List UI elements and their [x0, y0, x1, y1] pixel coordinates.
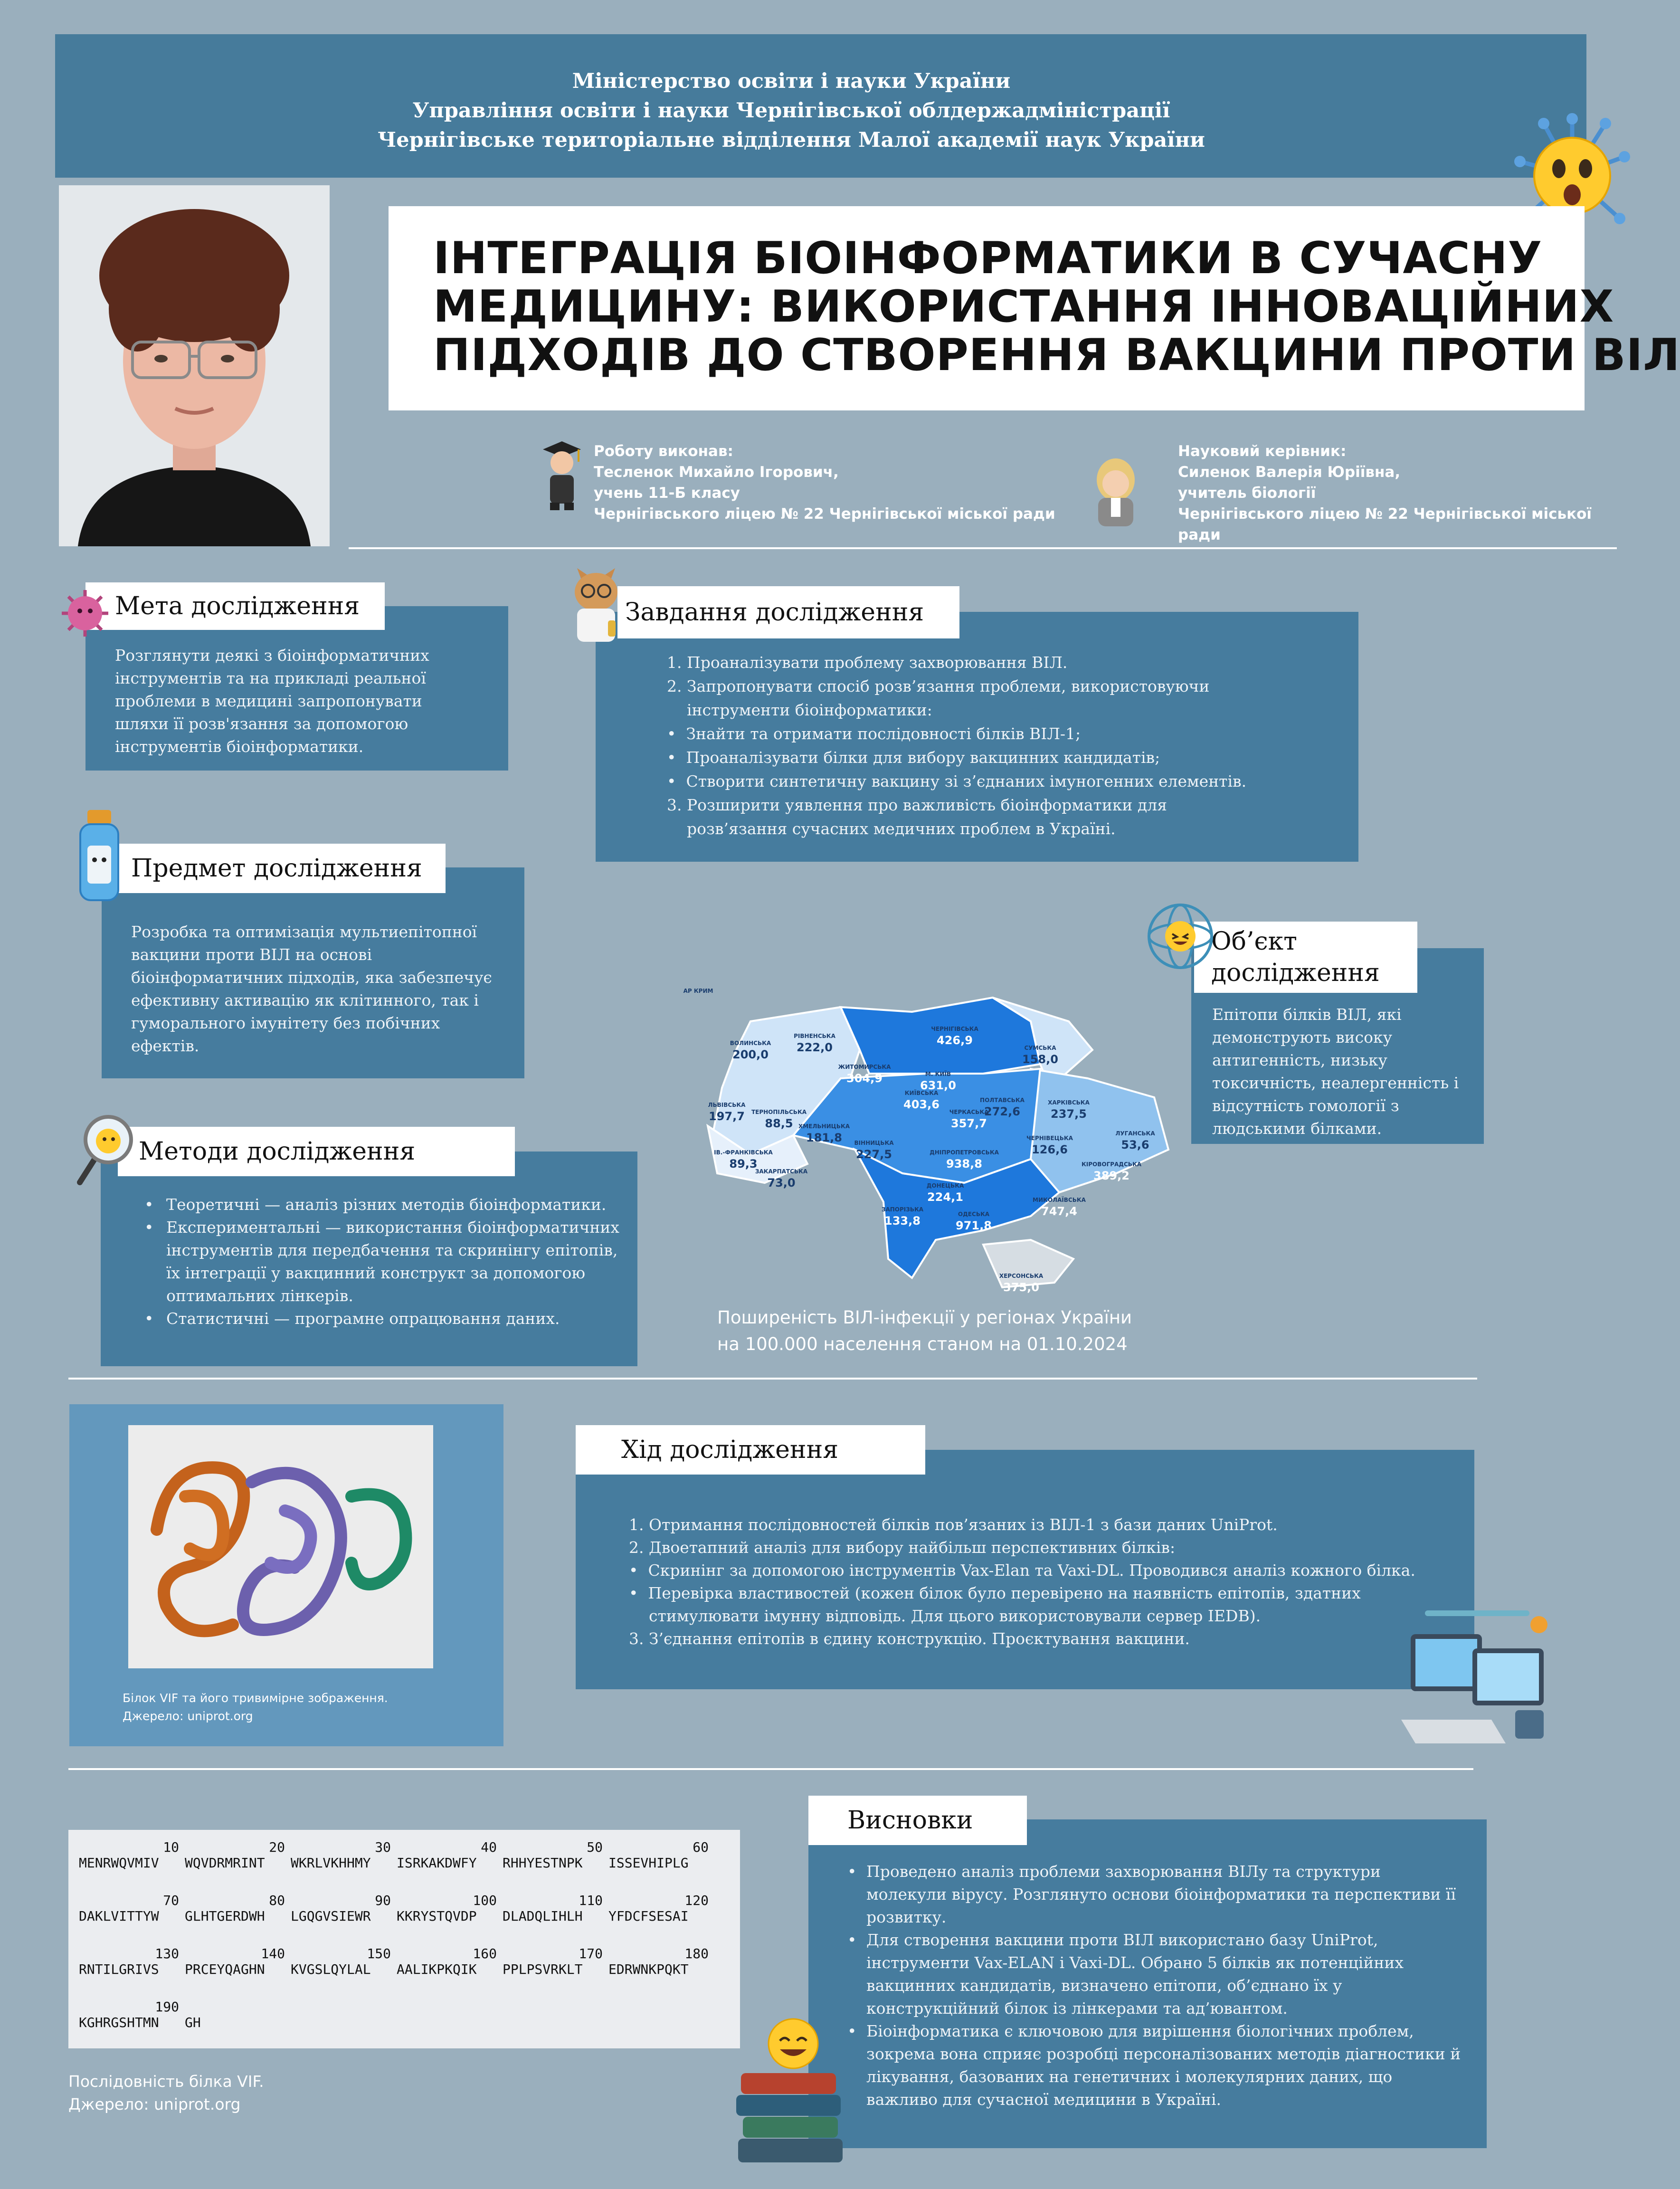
sequence-position [185, 1999, 291, 2015]
author-portrait [59, 185, 330, 546]
supervisor-school: Чернігівського ліцею № 22 Чернігівської міської ради [1178, 505, 1592, 543]
methods-item: • Теоретичні — аналіз різних методів біоінформатики. [144, 1193, 619, 1216]
sequence-group: PRCEYQAGHN [185, 1961, 265, 1977]
sequence-caption-line-2: Джерело: uniprot.org [68, 2095, 241, 2113]
map-region-value: 375,0 [1003, 1281, 1039, 1294]
title-line-2: МЕДИЦИНУ: ВИКОРИСТАННЯ ІННОВАЦІЙНИХ [433, 281, 1614, 332]
sequence-group: MENRWQVMIV [79, 1855, 159, 1871]
conclusions-item-text: Для створення вакцини проти ВІЛ використано базу UniProt, інструменти Vax-ELAN і Vaxi-DL. Обрано 5 білків як потенційних вакцинних кандидатів, визначено епітопи, об’єднано їх у конструкційний білок із лінкерами та ад’ювантом. [866, 1931, 1404, 2018]
title-line-1: ІНТЕГРАЦІЯ БІОІНФОРМАТИКИ В СУЧАСНУ [433, 232, 1543, 284]
map-region-name: КИЇВСЬКА [904, 1090, 939, 1096]
tasks-item: • Знайти та отримати послідовності білків ВІЛ-1; [667, 724, 1081, 743]
map-region-value: 224,1 [927, 1190, 963, 1204]
map-region-name: ЛЬВІВСЬКА [708, 1102, 746, 1108]
map-region-name: РІВНЕНСЬКА [794, 1033, 835, 1039]
map-region-name: ЧЕРКАСЬКА [949, 1109, 989, 1115]
map-region-value: 631,0 [920, 1079, 956, 1092]
supervisor-role: учитель біології [1178, 485, 1316, 502]
map-region-name: ХМЕЛЬНИЦЬКА [798, 1123, 850, 1130]
object-heading-line-2: дослідження [1211, 959, 1380, 987]
sequence-group: LGQGVSIEWR [291, 1908, 371, 1924]
sequence-position: 40 [481, 1839, 497, 1855]
map-region-name: М. КИЇВ [925, 1071, 951, 1077]
sequence-group: GH [185, 2015, 201, 2030]
object-heading [1194, 922, 1417, 993]
map-region-name: ОДЕСЬКА [958, 1211, 990, 1218]
tasks-item: 3. Розширити уявлення про важливість біоінформатики для [667, 796, 1167, 814]
map-region-name: ЗАПОРІЗЬКА [881, 1206, 924, 1213]
conclusions-item-text: Проведено аналіз проблеми захворювання ВІЛу та структури молекули вірусу. Розглянуто основи біоінформатики та перспективи її розвитку. [866, 1862, 1456, 1926]
map-region-name: МИКОЛАЇВСЬКА [1033, 1197, 1086, 1203]
tasks-item: розв’язання сучасних медичних проблем в Україні. [667, 819, 1116, 838]
progress-item: • Перевірка властивостей (кожен білок було перевірено на наявність епітопів, здатних [629, 1584, 1361, 1602]
supervisor-label: Науковий керівник: [1178, 443, 1347, 460]
sequence-position: 60 [693, 1839, 709, 1855]
map-region-name: ХЕРСОНСЬКА [999, 1273, 1044, 1279]
virus-icon [59, 587, 111, 639]
map-region-name: ВІННИЦЬКА [854, 1140, 894, 1146]
map-region-value: 158,0 [1022, 1053, 1058, 1066]
map-region-name: ЗАКАРПАТСЬКА [755, 1168, 808, 1175]
map-region-value: 426,9 [937, 1034, 973, 1047]
methods-item-text: Теоретичні — аналіз різних методів біоінформатики. [166, 1195, 607, 1214]
sequence-row [79, 1999, 734, 2030]
bottle-icon [73, 808, 125, 903]
map-region-value: 938,8 [946, 1157, 982, 1171]
map-region-name: ТЕРНОПІЛЬСЬКА [751, 1109, 807, 1115]
map-caption-line-2: на 100.000 населення станом на 01.10.2024 [717, 1334, 1128, 1354]
progress-item: стимулювати імунну відповідь. Для цього використовували сервер IEDB). [629, 1607, 1261, 1625]
ukraine-map [683, 988, 1168, 1297]
map-region-value: 133,8 [884, 1214, 921, 1228]
sequence-group: ISRKAKDWFY [397, 1855, 477, 1871]
sequence-position: 170 [579, 1946, 603, 1961]
sequence-group: YFDCFSESAI [608, 1908, 689, 1924]
sequence-position: 80 [269, 1893, 285, 1908]
sequence-position: 180 [684, 1946, 709, 1961]
divider-bottom [68, 1768, 1473, 1770]
supervisor-name: Силенок Валерія Юріївна, [1178, 464, 1401, 481]
map-region-name: ЧЕРНІГІВСЬКА [931, 1026, 978, 1032]
author-name: Тесленок Михайло Ігорович, [594, 464, 839, 481]
map-region-name: ПОЛТАВСЬКА [980, 1097, 1025, 1104]
header-line-2: Управління освіти і науки Чернігівської облдержадміністрації [412, 99, 1170, 123]
sequence-position: 50 [587, 1839, 603, 1855]
tasks-item: інструменти біоінформатики: [667, 701, 932, 719]
tasks-item: 2. Запропонувати спосіб розв’язання проблеми, використовуючи [667, 677, 1210, 695]
sequence-row [79, 1839, 734, 1871]
sequence-position: 10 [163, 1839, 179, 1855]
map-region-value: 389,2 [1093, 1169, 1129, 1182]
sequence-position: 110 [579, 1893, 603, 1908]
books-smile-icon [727, 2016, 860, 2168]
progress-heading: Хід дослідження [576, 1425, 925, 1475]
sequence-group: EDRWNKPQKT [608, 1961, 689, 1977]
lab-computer-icon [1396, 1606, 1558, 1758]
map-region-value: 227,5 [856, 1148, 892, 1161]
sequence-group: PPLPSVRKLT [503, 1961, 583, 1977]
map-region-name: КІРОВОГРАДСЬКА [1081, 1161, 1142, 1168]
progress-item: • Скринінг за допомогою інструментів Vax-Elan та Vaxi-DL. Проводився аналіз кожного білка. [629, 1561, 1415, 1580]
conclusions-item: • Біоінформатика є ключовою для вирішення біологічних проблем, зокрема вона сприяє розробці персоналізованих методів діагностики й лікування, базованих на генетичних і молекулярних даних, що важливо для сучасної медицини в Україні. [847, 2020, 1465, 2111]
protein-caption [123, 1689, 388, 1725]
author-grade: учень 11-Б класу [594, 485, 740, 502]
sequence-group: WKRLVKHHMY [291, 1855, 371, 1871]
map-region-name: ІВ.-ФРАНКІВСЬКА [714, 1149, 773, 1156]
sequence-position: 190 [155, 1999, 179, 2015]
map-region-value: 200,0 [732, 1048, 769, 1061]
author-school: Чернігівського ліцею № 22 Чернігівської міської ради [594, 505, 1055, 523]
map-region-name: ЖИТОМИРСЬКА [838, 1064, 891, 1070]
sequence-group: DLADQLIHLH [503, 1908, 583, 1924]
map-region-value: 272,6 [984, 1105, 1020, 1118]
tasks-heading: Завдання дослідження [617, 586, 959, 638]
map-region-value: 181,8 [806, 1131, 842, 1144]
cat-scientist-icon [565, 559, 627, 644]
teacher-icon [1090, 456, 1142, 527]
sequence-group: WQVDRMRINT [185, 1855, 265, 1871]
map-caption [717, 1304, 1132, 1358]
progress-item: 2. Двоетапний аналіз для вибору найбільш перспективних білків: [629, 1538, 1176, 1557]
subject-heading: Предмет дослідження [112, 844, 446, 893]
sequence-position: 130 [155, 1946, 179, 1961]
map-region-value: 126,6 [1032, 1143, 1068, 1156]
map-region-value: 403,6 [903, 1098, 940, 1111]
map-region-value: 222,0 [797, 1041, 833, 1054]
conclusions-item: • Проведено аналіз проблеми захворювання ВІЛу та структури молекули вірусу. Розглянуто основи біоінформатики та перспективи її розвитку. [847, 1860, 1465, 1929]
protein-caption-line-1: Білок VIF та його тривимірне зображення. [123, 1691, 388, 1705]
conclusions-list [847, 1860, 1465, 2111]
divider-top [349, 547, 1617, 549]
protein-caption-line-2: Джерело: uniprot.org [123, 1709, 253, 1723]
author-block [594, 441, 1116, 524]
object-heading-line-1: Об’єкт [1211, 927, 1297, 956]
sequence-position: 20 [269, 1839, 285, 1855]
sequence-caption [68, 2070, 264, 2116]
author-label: Роботу виконав: [594, 443, 733, 460]
sequence-position: 30 [375, 1839, 391, 1855]
sequence-group: KGHRGSHTMN [79, 2015, 159, 2030]
sequence-caption-line-1: Послідовність білка VIF. [68, 2072, 264, 2091]
map-region-value: 197,7 [709, 1110, 745, 1123]
goal-heading: Мета дослідження [85, 582, 385, 630]
conclusions-item-text: Біоінформатика є ключовою для вирішення біологічних проблем, зокрема вона сприяє розробці персоналізованих методів діагностики й лікування, базованих на генетичних і молекулярних даних, що важливо для сучасної медицини в Україні. [866, 2022, 1461, 2109]
header-line-3: Чернігівське територіальне відділення Малої академії наук України [378, 128, 1205, 152]
object-text: Епітопи білків ВІЛ, які демонструють високу антигенність, низьку токсичність, неалергенність і відсутність гомології з людськими білками. [1212, 1005, 1459, 1138]
map-region-value: 357,7 [951, 1117, 987, 1130]
graduate-icon [541, 439, 583, 510]
map-region-value: 89,3 [729, 1157, 758, 1171]
map-region-value: 304,9 [846, 1072, 883, 1085]
map-region-value: 73,0 [767, 1176, 796, 1190]
sequence-group: RHHYESTNPK [503, 1855, 583, 1871]
progress-item: 3. З’єднання епітопів в єдину конструкцію. Проєктування вакцини. [629, 1629, 1190, 1648]
methods-heading: Методи дослідження [118, 1127, 515, 1176]
conclusions-heading: Висновки [808, 1796, 1027, 1845]
map-region-name: ВОЛИНСЬКА [730, 1040, 771, 1047]
sequence-position: 70 [163, 1893, 179, 1908]
sequence-group: GLHTGERDWH [185, 1908, 265, 1924]
map-caption-line-1: Поширеність ВІЛ-інфекції у регіонах України [717, 1307, 1132, 1328]
map-region-value: 53,6 [1121, 1138, 1149, 1152]
sequence-group: KVGSLQYLAL [291, 1961, 371, 1977]
tasks-item: • Проаналізувати білки для вибору вакцинних кандидатів; [667, 748, 1160, 767]
map-region-value: 237,5 [1051, 1107, 1087, 1121]
map-region-crimea [983, 1240, 1073, 1287]
methods-item-text: Статистичні — програмне опрацювання даних. [166, 1309, 560, 1328]
tasks-item: • Створити синтетичну вакцину зі з’єднаних імуногенних елементів. [667, 772, 1247, 790]
methods-item-text: Експериментальні — використання біоінформатичних інструментів для передбачення та скринінгу епітопів, їх інтеграції у вакцинний конструкт за допомогою оптимальних лінкерів. [166, 1218, 619, 1305]
conclusions-item: • Для створення вакцини проти ВІЛ використано базу UniProt, інструменти Vax-ELAN і Vaxi-DL. Обрано 5 білків як потенційних вакцинних кандидатів, визначено епітопи, об’єднано їх у конструкційний білок із лінкерами та ад’ювантом. [847, 1929, 1465, 2020]
map-region-name: АР КРИМ [683, 988, 713, 994]
sequence-row [79, 1946, 734, 1977]
sequence-position: 160 [473, 1946, 497, 1961]
divider-middle [68, 1378, 1477, 1380]
methods-item: • Експериментальні — використання біоінформатичних інструментів для передбачення та скринінгу епітопів, їх інтеграції у вакцинний конструкт за допомогою оптимальних лінкерів. [144, 1216, 619, 1307]
map-region-name: ЧЕРНІВЕЦЬКА [1026, 1135, 1073, 1142]
map-region-name: СУМСЬКА [1024, 1045, 1056, 1051]
map-region-name: ЛУГАНСЬКА [1115, 1130, 1155, 1137]
sequence-group: AALIKPKQIK [397, 1961, 477, 1977]
sequence-position: 100 [473, 1893, 497, 1908]
progress-item: 1. Отримання послідовностей білків пов’язаних із ВІЛ-1 з бази даних UniProt. [629, 1515, 1278, 1534]
supervisor-block [1178, 441, 1634, 545]
sequence-group: ISSEVHIPLG [608, 1855, 689, 1871]
title-line-3: ПІДХОДІВ ДО СТВОРЕННЯ ВАКЦИНИ ПРОТИ ВІЛ [433, 329, 1680, 381]
protein-image [128, 1425, 433, 1668]
sequence-position: 150 [367, 1946, 391, 1961]
magnifier-face-icon [75, 1114, 137, 1185]
sequence-row [79, 1893, 734, 1924]
sequence-position: 140 [261, 1946, 285, 1961]
sequence-group: DAKLVITTYW [79, 1908, 159, 1924]
sequence-group: RNTILGRIVS [79, 1961, 159, 1977]
map-region-name: ДНІПРОПЕТРОВСЬКА [930, 1149, 999, 1156]
progress-list [629, 1513, 1465, 1650]
methods-item: • Статистичні — програмне опрацювання даних. [144, 1307, 619, 1330]
sequence-position: 120 [684, 1893, 709, 1908]
sequence-group: KKRYSTQVDP [397, 1908, 477, 1924]
map-region-name: ХАРКІВСЬКА [1048, 1099, 1090, 1106]
methods-list [144, 1193, 619, 1330]
map-region-name: ДОНЕЦЬКА [926, 1182, 964, 1189]
tasks-list [667, 651, 1341, 841]
map-region-value: 971,8 [956, 1219, 992, 1232]
sequence-position: 90 [375, 1893, 391, 1908]
header-line-1: Міністерство освіти і науки України [572, 69, 1011, 93]
subject-text: Розробка та оптимізація мультиепітопної вакцини проти ВІЛ на основі біоінформатичних підходів, яка забезпечує ефективну активацію як клітинного, так і гуморального імунітету без побічних ефектів. [131, 923, 492, 1055]
map-region-value: 88,5 [765, 1117, 793, 1130]
laughing-globe-icon [1145, 901, 1216, 972]
goal-text: Розглянути деякі з біоінформатичних інструментів та на прикладі реальної проблеми в медицині запропонувати шляхи її розв'язання за допомогою інструментів біоінформатики. [115, 646, 429, 756]
map-region-value: 747,4 [1041, 1205, 1077, 1218]
tasks-item: 1. Проаналізувати проблему захворювання ВІЛ. [667, 653, 1068, 672]
sequence-text [79, 1839, 734, 2052]
